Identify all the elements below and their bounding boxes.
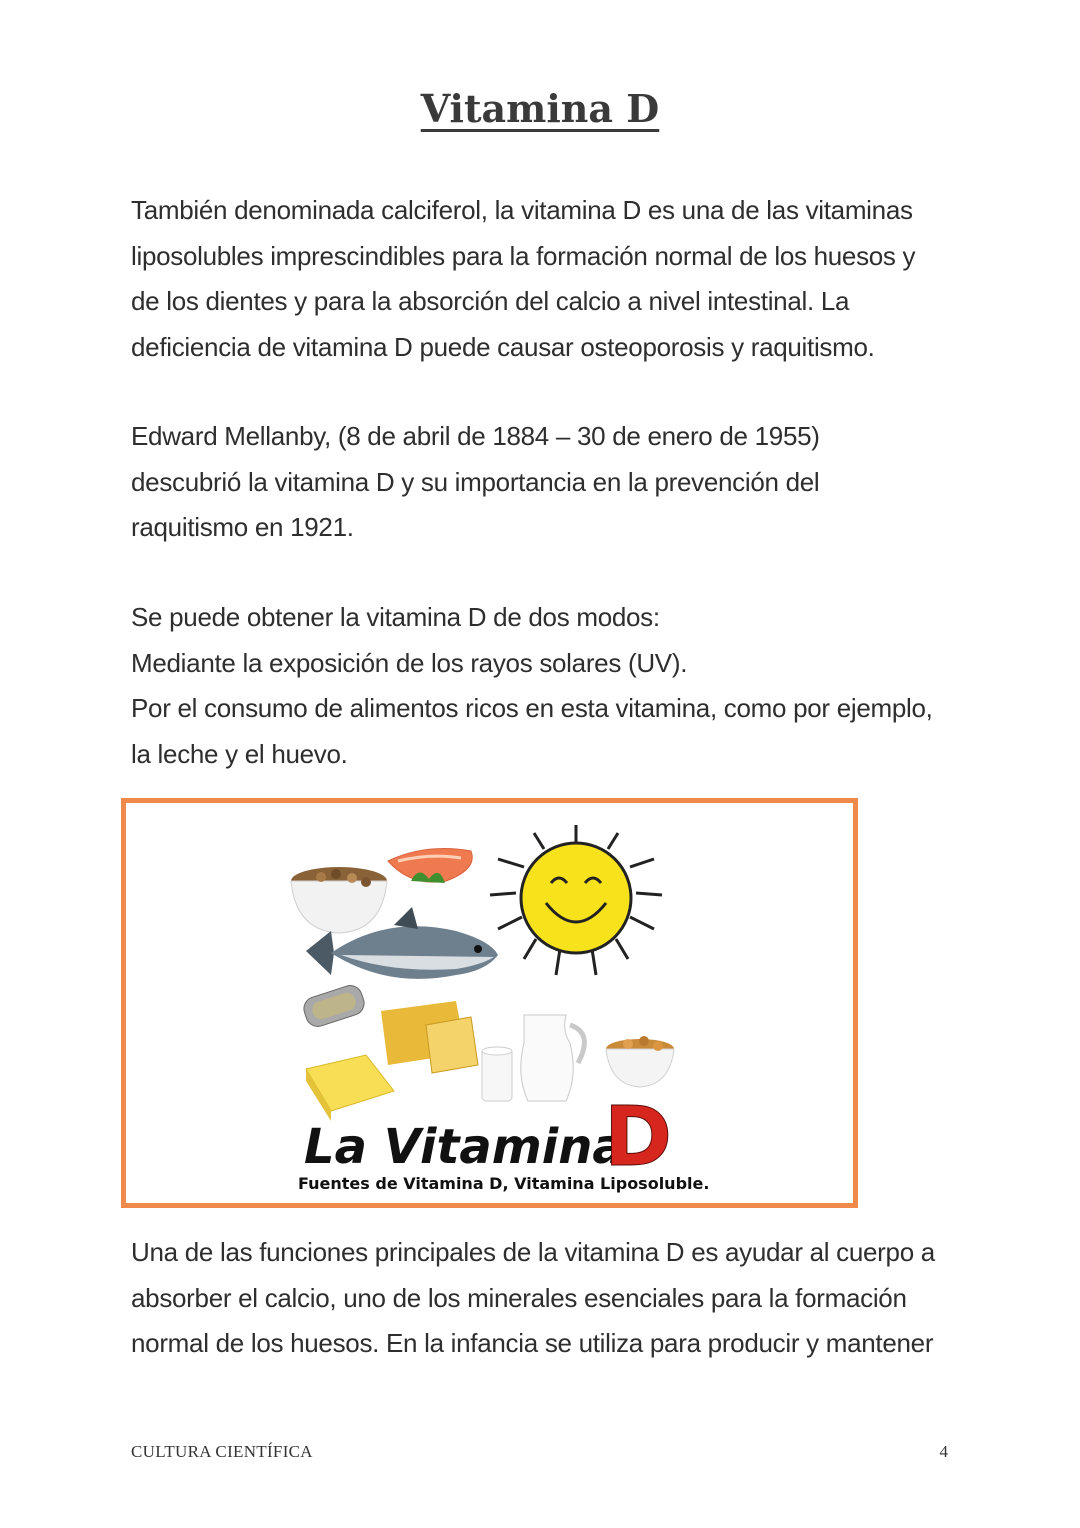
figure-headline: La Vitamina: [304, 1119, 625, 1175]
text-line: de los dientes y para la absorción del calcio a nivel intestinal. La: [131, 286, 850, 316]
butter-icon: [306, 1055, 394, 1121]
paragraph-sources: [131, 595, 961, 777]
page-number: 4: [939, 1442, 948, 1461]
text-line: descubrió la vitamina D y su importancia en la prevención del: [131, 466, 820, 497]
food-sources-illustration: [126, 803, 853, 1203]
paragraph-discovery: [131, 414, 961, 551]
page-title: Vitamina D: [420, 86, 660, 131]
figure-headline-letter: D: [604, 1090, 673, 1185]
text-line: raquitismo en 1921.: [131, 512, 354, 542]
text-line: Se puede obtener la vitamina D de dos modos:: [131, 602, 660, 632]
sardine-can-icon: [301, 982, 367, 1029]
milk-glass-icon: [482, 1047, 512, 1101]
nuts-bowl-icon: [291, 867, 387, 933]
salmon-steak-icon: [388, 849, 472, 883]
text-line: liposolubles imprescindibles para la formación normal de los huesos y: [131, 240, 916, 271]
sun-icon: [490, 825, 662, 975]
text-line: Una de las funciones principales de la vitamina D es ayudar al cuerpo a: [131, 1237, 935, 1267]
text-line: Por el consumo de alimentos ricos en esta vitamina, como por ejemplo,: [131, 693, 933, 723]
text-line: Mediante la exposición de los rayos solares (UV).: [131, 647, 688, 678]
text-line: normal de los huesos. En la infancia se utiliza para producir y mantener: [131, 1328, 934, 1358]
figure-caption: Fuentes de Vitamina D, Vitamina Liposoluble.: [298, 1174, 710, 1193]
footer-label: CULTURA CIENTÍFICA: [131, 1442, 313, 1461]
vitamin-d-figure: [121, 798, 858, 1208]
text-line: Edward Mellanby, (8 de abril de 1884 – 30 de enero de 1955): [131, 421, 820, 451]
cereal-bowl-icon: [606, 1036, 674, 1087]
paragraph-functions: [131, 1230, 961, 1367]
text-line: absorber el calcio, uno de los minerales esenciales para la formación: [131, 1282, 907, 1313]
cheese-icon: [381, 1001, 478, 1073]
text-line: También denominada calciferol, la vitamina D es una de las vitaminas: [131, 195, 913, 225]
paragraph-intro: [131, 188, 961, 370]
milk-jug-icon: [521, 1015, 585, 1101]
text-line: deficiencia de vitamina D puede causar osteoporosis y raquitismo.: [131, 331, 875, 362]
text-line: la leche y el huevo.: [131, 738, 348, 769]
